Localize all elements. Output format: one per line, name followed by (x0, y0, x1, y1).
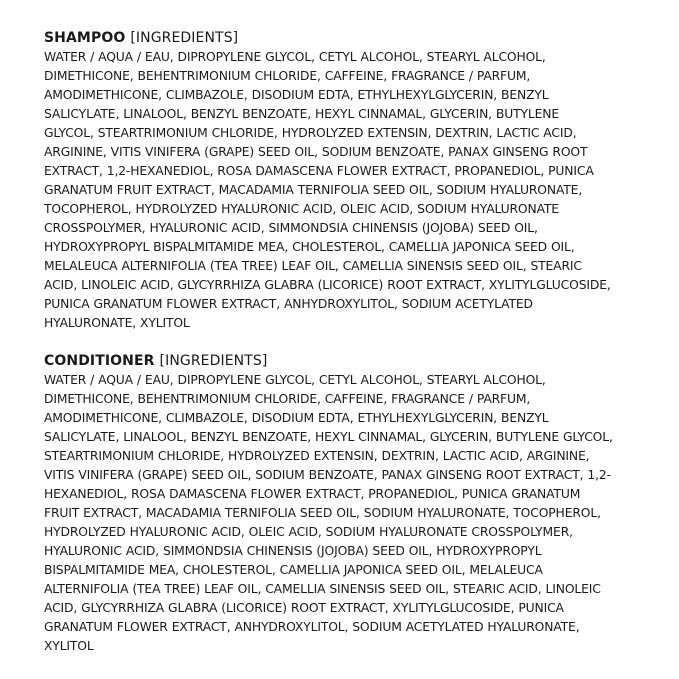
ingredient-line: FRUIT EXTRACT, MACADAMIA TERNIFOLIA SEED OIL, SODIUM HYALURONATE, TOCOPHEROL, (44, 506, 601, 520)
ingredient-line: HYDROXYPROPYL BISPALMITAMIDE MEA, CHOLESTEROL, CAMELLIA JAPONICA SEED OIL, (44, 240, 575, 254)
shampoo-heading (44, 29, 644, 48)
ingredient-line: CROSSPOLYMER, HYALURONIC ACID, SIMMONDSIA CHINENSIS (JOJOBA) SEED OIL, (44, 221, 538, 235)
ingredient-line: GRANATUM FLOWER EXTRACT, ANHYDROXYLITOL, SODIUM ACETYLATED HYALURONATE, (44, 620, 580, 634)
ingredient-line: DIMETHICONE, BEHENTRIMONIUM CHLORIDE, CAFFEINE, FRAGRANCE / PARFUM, (44, 392, 531, 406)
ingredient-line: DIMETHICONE, BEHENTRIMONIUM CHLORIDE, CAFFEINE, FRAGRANCE / PARFUM, (44, 69, 531, 83)
ingredient-line: MELALEUCA ALTERNIFOLIA (TEA TREE) LEAF OIL, CAMELLIA SINENSIS SEED OIL, STEARIC (44, 259, 582, 273)
ingredient-line: HYALURONIC ACID, SIMMONDSIA CHINENSIS (JOJOBA) SEED OIL, HYDROXYPROPYL (44, 544, 542, 558)
ingredient-line: EXTRACT, 1,2-HEXANEDIOL, ROSA DAMASCENA FLOWER EXTRACT, PROPANEDIOL, PUNICA (44, 164, 594, 178)
ingredient-line: TOCOPHEROL, HYDROLYZED HYALURONIC ACID, OLEIC ACID, SODIUM HYALURONATE (44, 202, 559, 216)
ingredient-line: ACID, GLYCYRRHIZA GLABRA (LICORICE) ROOT EXTRACT, XYLITYLGLUCOSIDE, PUNICA (44, 601, 564, 615)
ingredient-line: HYDROLYZED HYALURONIC ACID, OLEIC ACID, SODIUM HYALURONATE CROSSPOLYMER, (44, 525, 573, 539)
shampoo-section (44, 29, 644, 333)
ingredient-line: SALICYLATE, LINALOOL, BENZYL BENZOATE, HEXYL CINNAMAL, GLYCERIN, BUTYLENE GLYCOL, (44, 430, 613, 444)
ingredient-line: BISPALMITAMIDE MEA, CHOLESTEROL, CAMELLIA JAPONICA SEED OIL, MELALEUCA (44, 563, 543, 577)
shampoo-ingredients-tag: [INGREDIENTS] (130, 30, 239, 46)
ingredient-line: GRANATUM FRUIT EXTRACT, MACADAMIA TERNIFOLIA SEED OIL, SODIUM HYALURONATE, (44, 183, 583, 197)
ingredient-line: ACID, LINOLEIC ACID, GLYCYRRHIZA GLABRA (LICORICE) ROOT EXTRACT, XYLITYLGLUCOSIDE, (44, 278, 611, 292)
ingredient-line: XYLITOL (44, 639, 94, 653)
ingredients-sheet (44, 29, 644, 656)
ingredient-line: WATER / AQUA / EAU, DIPROPYLENE GLYCOL, CETYL ALCOHOL, STEARYL ALCOHOL, (44, 50, 546, 64)
ingredient-line: ARGININE, VITIS VINIFERA (GRAPE) SEED OIL, SODIUM BENZOATE, PANAX GINSENG ROOT (44, 145, 588, 159)
ingredient-line: SALICYLATE, LINALOOL, BENZYL BENZOATE, HEXYL CINNAMAL, GLYCERIN, BUTYLENE (44, 107, 560, 121)
ingredient-line: AMODIMETHICONE, CLIMBAZOLE, DISODIUM EDTA, ETHYLHEXYLGLYCERIN, BENZYL (44, 88, 549, 102)
ingredient-line: STEARTRIMONIUM CHLORIDE, HYDROLYZED EXTENSIN, DEXTRIN, LACTIC ACID, ARGININE, (44, 449, 590, 463)
conditioner-title: CONDITIONER (44, 353, 155, 369)
ingredient-line: HEXANEDIOL, ROSA DAMASCENA FLOWER EXTRACT, PROPANEDIOL, PUNICA GRANATUM (44, 487, 581, 501)
ingredient-line: ALTERNIFOLIA (TEA TREE) LEAF OIL, CAMELLIA SINENSIS SEED OIL, STEARIC ACID, LINOLEIC (44, 582, 601, 596)
ingredient-line: PUNICA GRANATUM FLOWER EXTRACT, ANHYDROXYLITOL, SODIUM ACETYLATED (44, 297, 533, 311)
shampoo-ingredient-list (44, 48, 644, 333)
ingredient-line: VITIS VINIFERA (GRAPE) SEED OIL, SODIUM BENZOATE, PANAX GINSENG ROOT EXTRACT, 1,2- (44, 468, 611, 482)
conditioner-ingredient-list (44, 371, 644, 656)
shampoo-title: SHAMPOO (44, 30, 126, 46)
ingredient-line: GLYCOL, STEARTRIMONIUM CHLORIDE, HYDROLYZED EXTENSIN, DEXTRIN, LACTIC ACID, (44, 126, 577, 140)
ingredient-line: AMODIMETHICONE, CLIMBAZOLE, DISODIUM EDTA, ETHYLHEXYLGLYCERIN, BENZYL (44, 411, 549, 425)
conditioner-heading (44, 352, 644, 371)
ingredient-line: WATER / AQUA / EAU, DIPROPYLENE GLYCOL, CETYL ALCOHOL, STEARYL ALCOHOL, (44, 373, 546, 387)
conditioner-ingredients-tag: [INGREDIENTS] (159, 353, 268, 369)
conditioner-section (44, 352, 644, 656)
ingredient-line: HYALURONATE, XYLITOL (44, 316, 190, 330)
